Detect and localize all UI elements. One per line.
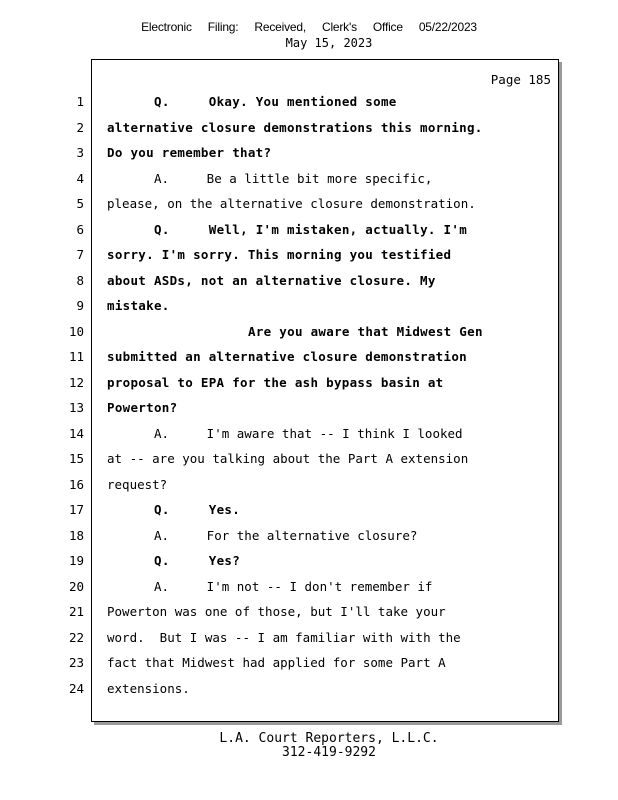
line-number: 17 [68, 502, 84, 517]
line-number: 3 [76, 145, 84, 160]
line-number: 6 [76, 221, 84, 237]
reporter-company: L.A. Court Reporters, L.L.C. [219, 731, 439, 746]
transcript-line [76, 269, 618, 294]
line-text: sorry. I'm sorry. This morning you testified [107, 247, 452, 262]
transcript-line [68, 371, 618, 396]
line-text: please, on the alternative closure demonstration. [107, 196, 476, 211]
line-text: A. I'm not -- I don't remember if [154, 578, 433, 594]
transcript-line [76, 116, 618, 141]
line-number: 11 [68, 349, 84, 364]
line-number: 20 [68, 578, 84, 594]
page-number: Page 185 [490, 72, 551, 87]
line-number: 22 [68, 629, 84, 645]
line-text: Q. Okay. You mentioned some [154, 94, 397, 109]
line-number: 8 [76, 272, 84, 288]
line-text: A. I'm aware that -- I think I looked [154, 425, 463, 441]
line-number: 12 [68, 374, 84, 390]
line-number: 15 [68, 451, 84, 466]
line-text: Are you aware that Midwest Gen [248, 323, 483, 339]
transcript-line [68, 575, 618, 600]
transcript-line [68, 473, 618, 498]
transcript-line [76, 167, 618, 192]
transcript-date: May 15, 2023 [285, 36, 373, 50]
line-number: 21 [68, 604, 84, 619]
transcript-line [68, 447, 618, 472]
transcript-page [68, 59, 559, 722]
line-text: extensions. [107, 680, 190, 696]
line-text: Powerton was one of those, but I'll take your [107, 604, 446, 619]
line-text: A. Be a little bit more specific, [154, 170, 433, 186]
line-number: 16 [68, 476, 84, 492]
line-text: word. But I was -- I am familiar with with the [107, 629, 461, 645]
stamp-part: Electronic [141, 20, 192, 34]
line-number: 10 [68, 323, 84, 339]
transcript-line [76, 141, 618, 166]
transcript-line [68, 396, 618, 421]
line-text: request? [107, 476, 168, 492]
line-number: 13 [68, 400, 84, 415]
stamp-part: Received, [254, 20, 306, 34]
line-text: Powerton? [107, 400, 178, 415]
line-text: mistake. [107, 298, 170, 313]
line-number: 14 [68, 425, 84, 441]
line-number: 24 [68, 680, 84, 696]
line-number: 5 [76, 196, 84, 211]
line-number: 7 [76, 247, 84, 262]
transcript-line [76, 243, 618, 268]
line-number: 19 [68, 553, 84, 568]
line-text: Q. Well, I'm mistaken, actually. I'm [154, 221, 468, 237]
transcript-line [68, 651, 618, 676]
footer [0, 732, 618, 760]
line-number: 1 [76, 94, 84, 109]
transcript-line [68, 600, 618, 625]
line-text: at -- are you talking about the Part A extension [107, 451, 469, 466]
filing-stamp [0, 20, 618, 34]
line-number: 18 [68, 527, 84, 543]
line-text: Do you remember that? [107, 145, 272, 160]
line-text: A. For the alternative closure? [154, 527, 418, 543]
line-number: 4 [76, 170, 84, 186]
transcript-line [68, 498, 618, 523]
transcript-line [68, 422, 618, 447]
line-text: Q. Yes? [154, 553, 241, 568]
reporter-phone: 312-419-9292 [282, 745, 376, 760]
stamp-part: Filing: [207, 20, 239, 34]
line-text: about ASDs, not an alternative closure. My [107, 272, 436, 288]
line-text: Q. Yes. [154, 502, 241, 517]
transcript-line [68, 549, 618, 574]
line-text: alternative closure demonstrations this morning. [107, 119, 483, 135]
transcript-line [68, 320, 618, 345]
line-text: fact that Midwest had applied for some Part A [107, 655, 446, 670]
line-number: 23 [68, 655, 84, 670]
transcript-line [76, 218, 618, 243]
transcript-line [68, 677, 618, 702]
line-text: proposal to EPA for the ash bypass basin at [107, 374, 444, 390]
transcript-line [76, 192, 618, 217]
transcript-line [76, 90, 618, 115]
stamp-part: Office [372, 20, 403, 34]
line-text: submitted an alternative closure demonstration [107, 349, 467, 364]
transcript-line [76, 294, 618, 319]
line-number: 9 [76, 298, 84, 313]
stamp-part: Clerk's [321, 20, 357, 34]
stamp-part: 05/22/2023 [418, 20, 477, 34]
transcript-line [68, 626, 618, 651]
transcript-line [68, 524, 618, 549]
line-number: 2 [76, 119, 84, 135]
transcript-line [68, 345, 618, 370]
